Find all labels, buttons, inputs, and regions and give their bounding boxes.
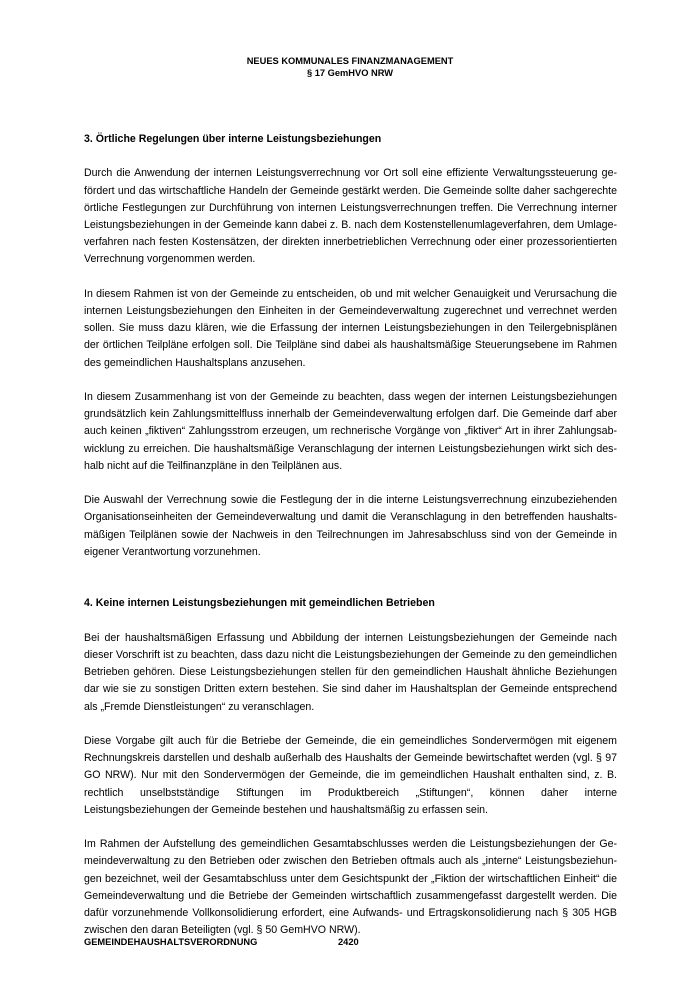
paragraph: In diesem Rahmen ist von der Gemeinde zu entscheiden, ob und mit welcher Genauigkeit und Verursachung die internen Leistungsbeziehungen den Einheiten in der Gemeindeverwaltung zugerechnet und verrechnet werden sollen. Sie muss dazu klären, wie die Erfassung der internen Leistungsbeziehungen in den Teilergebnisplänen der örtlichen Teilpläne erfolgen soll. Die Teilpläne sind dabei als haushaltsmäßige Steuerungsebene im Rahmen des gemeindlichen Haushaltsplans anzusehen. — [84, 287, 617, 369]
paragraph: Diese Vorgabe gilt auch für die Betriebe der Gemeinde, die ein gemeindliches Sondervermögen mit eigenem Rechnungskreis darstellen und deshalb außerhalb des Haushalts der Gemeinde bewirtschaftet werden (vgl. § 97 GO NRW). Nur mit den Sondervermögen der Gemeinde, die im gemeindlichen Haushalt enthalten sind, z. B. rechtlich unselbstständige Stiftungen im Produktbereich „Stiftungen“, können daher interne Leistungsbeziehungen der Gemeinde bestehen und haushaltsmäßig zu erfassen sein. — [84, 735, 617, 816]
page-footer — [84, 937, 359, 948]
paragraph: Im Rahmen der Aufstellung des gemeindlichen Gesamtabschlusses werden die Leistungsbeziehungen der Gemeindeverwaltung zu den Betrieben oder zwischen den Betrieben oftmals auch als „interne“ Leistungsbeziehungen bezeichnet, weil der Gesamtabschluss unter dem Gesichtspunkt der „Fiktion der wirtschaftlichen Einheit“ die Gemeindeverwaltung und die Betriebe der Gemeinden wirtschaftlich zusammengefasst dargestellt werden. Die dafür vorzunehmende Vollkonsolidierung erfordert, eine Aufwands- und Ertragskonsolidierung nach § 305 HGB zwischen den daran Beteiligten (vgl. § 50 GemHVO NRW). — [84, 838, 617, 937]
section-heading: 3. Örtliche Regelungen über interne Leistungsbeziehungen — [84, 133, 382, 145]
document-body — [84, 131, 617, 957]
footer-label: GEMEINDEHAUSHALTSVERORDNUNG — [84, 937, 258, 947]
section-heading: 4. Keine internen Leistungsbeziehungen mit gemeindlichen Betrieben — [84, 597, 435, 610]
section-4 — [84, 595, 617, 939]
page-header — [0, 56, 700, 79]
paragraph: In diesem Zusammenhang ist von der Gemeinde zu beachten, dass wegen der internen Leistungsbeziehungen grundsätzlich kein Zahlungsmittelfluss innerhalb der Gemeindeverwaltung erfolgen darf. Die Gemeinde darf aber auch keinen „fiktiven“ Zahlungsstrom erzeugen, um rechnerische Vorgänge von „fiktiver“ Art in ihrer Zahlungsabwicklung zu erreichen. Die haushaltsmäßige Veranschlagung der internen Leistungsbeziehungen wirkt sich deshalb nicht auf die Teilfinanzpläne in den Teilplänen aus. — [84, 391, 617, 472]
header-title: NEUES KOMMUNALES FINANZMANAGEMENT — [246, 56, 454, 66]
page-number: 2420 — [338, 937, 359, 947]
paragraph: Bei der haushaltsmäßigen Erfassung und Abbildung der internen Leistungsbeziehungen der Gemeinde nach dieser Vorschrift ist zu beachten, dass dazu nicht die Leistungsbeziehungen der Gemeinde zu den gemeindlichen Betrieben gehören. Diese Leistungsbeziehungen stellen für den gemeindlichen Haushalt ähnliche Beziehungen dar wie sie zu sonstigen Dritten extern bestehen. Sie sind daher im Haushaltsplan der Gemeinde entsprechend als „Fremde Dienstleistungen“ zu veranschlagen. — [84, 631, 617, 713]
header-section-ref: § 17 GemHVO NRW — [306, 67, 394, 78]
section-3 — [84, 131, 617, 561]
paragraph: Durch die Anwendung der internen Leistungsverrechnung vor Ort soll eine effiziente Verwaltungssteuerung gefördert und das wirtschaftliche Handeln der Gemeinde gestärkt werden. Die Gemeinde sollte daher sachgerechte örtliche Festlegungen zur Durchführung von internen Leistungsverrechnungen treffen. Die Verrechnung interner Leistungsbeziehungen in der Gemeinde kann dabei z. B. nach dem Kostenstellenumlageverfahren, dem Umlageverfahren nach festen Kostensätzen, der direkten innerbetrieblichen Verrechnung oder einer prozessorientierten Verrechnung vorgenommen werden. — [84, 167, 617, 266]
paragraph: Die Auswahl der Verrechnung sowie die Festlegung der in die interne Leistungsverrechnung einzubeziehenden Organisationseinheiten der Gemeindeverwaltung und damit die Veranschlagung in den betreffenden haushaltsmäßigen Teilplänen sowie der Nachweis in den Teilrechnungen im Jahresabschluss sind von der Gemeinde in eigener Verantwortung vorzunehmen. — [84, 494, 617, 558]
